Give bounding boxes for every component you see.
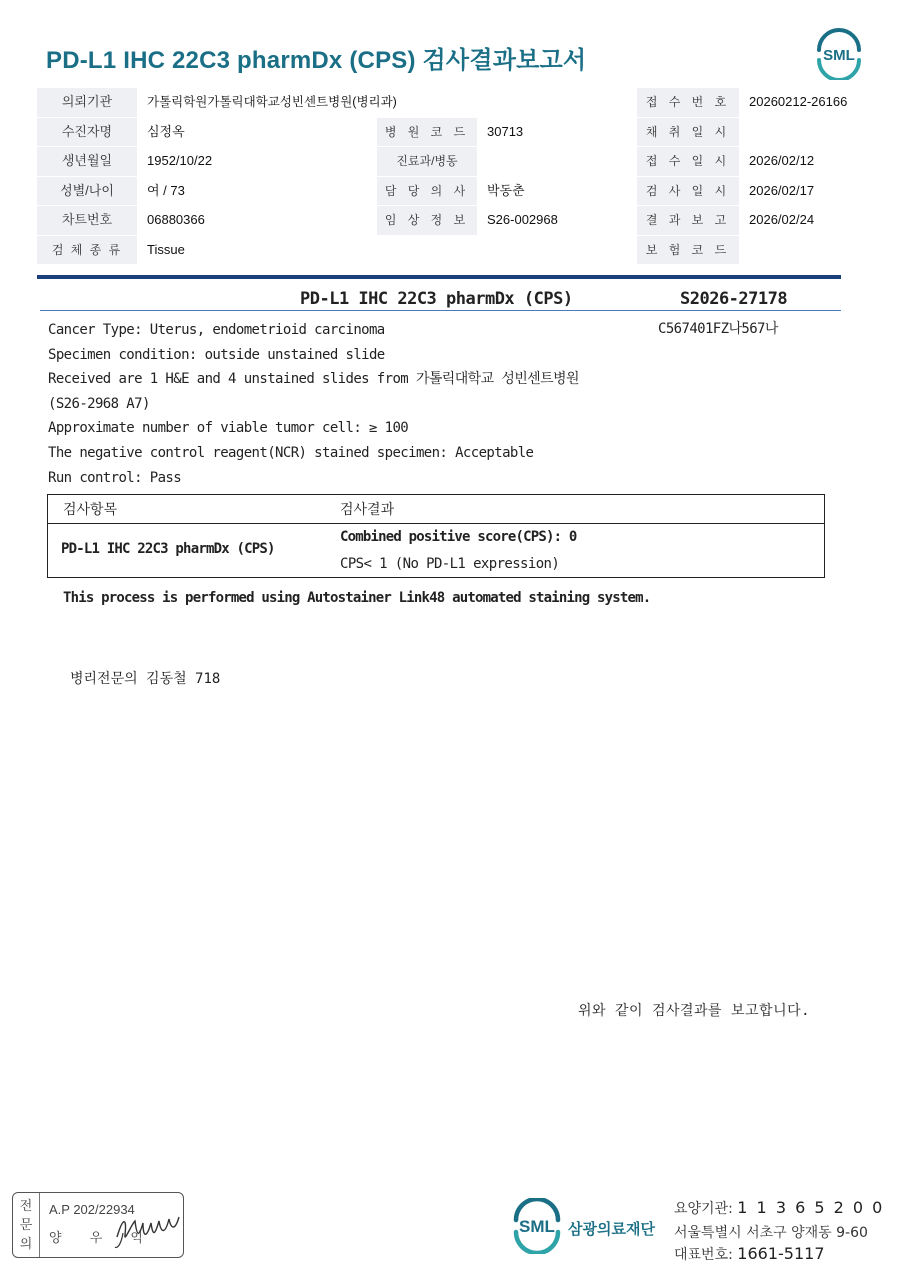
label-requester: 의뢰기관 [37, 88, 137, 117]
stamp-vertical-label [17, 1197, 35, 1254]
closing-statement: 위와 같이 검사결과를 보고합니다. [578, 1003, 811, 1019]
label-department: 진료과/병동 [377, 147, 477, 176]
care-institution-number [674, 1198, 884, 1218]
report-details [48, 320, 579, 492]
value-result-report: 2026/02/24 [749, 212, 815, 227]
handwritten-signature-icon [113, 1207, 183, 1251]
care-label: 요양기관: [674, 1201, 733, 1217]
stamp-char: 전 [19, 1199, 33, 1214]
stamp-char: 문 [19, 1218, 33, 1233]
label-sex-age: 성별/나이 [37, 177, 137, 206]
result-table [47, 494, 825, 578]
report-line: Approximate number of viable tumor cell: ≥ 100 [48, 420, 409, 437]
title-underline [40, 310, 841, 311]
report-line: Specimen condition: outside unstained slide [48, 346, 385, 363]
column-test-item: 검사항목 [63, 502, 118, 518]
foundation-name: 삼광의료재단 [568, 1220, 655, 1238]
value-requester: 가톨릭학원가톨릭대학교성빈센트병원(병리과) [147, 95, 397, 109]
label-doctor: 담 당 의 사 [377, 177, 477, 206]
patient-info-grid [37, 88, 864, 265]
value-department [477, 147, 647, 176]
process-note: This process is performed using Autostainer Link48 automated staining system. [63, 590, 651, 606]
info-row-requester [37, 88, 864, 118]
stamp-name: 양 우 익 [49, 1231, 155, 1246]
stamp-divider [39, 1193, 40, 1257]
report-line: Run control: Pass [48, 469, 182, 486]
label-receipt-number: 접 수 번 호 [637, 88, 739, 117]
report-test-title: PD-L1 IHC 22C3 pharmDx (CPS) [300, 289, 573, 309]
report-subcode: C567401FZ나567나 [658, 321, 778, 337]
section-divider [37, 275, 841, 279]
care-value: 1 1 3 6 5 2 0 0 [737, 1198, 885, 1217]
phone-label: 대표번호: [674, 1247, 733, 1263]
stamp-char: 의 [19, 1237, 33, 1252]
report-title: PD-L1 IHC 22C3 pharmDx (CPS) 검사결과보고서 [46, 47, 587, 74]
label-patient-name: 수진자명 [37, 118, 137, 147]
result-cps-score: Combined positive score(CPS): 0 [340, 529, 577, 545]
value-hospital-code: 30713 [487, 123, 524, 139]
result-interpretation: CPS< 1 (No PD-L1 expression) [340, 556, 560, 572]
svg-text:SML: SML [519, 1217, 555, 1236]
info-row-specimen [37, 236, 864, 266]
value-chart-number: 06880366 [147, 212, 205, 227]
report-line: Received are 1 H&E and 4 unstained slides from 가톨릭대학교 성빈센트병원 [48, 371, 579, 388]
value-sex-age: 여 / 73 [147, 182, 185, 198]
value-specimen-type: Tissue [147, 241, 185, 257]
report-code: S2026-27178 [680, 289, 788, 309]
label-hospital-code: 병 원 코 드 [377, 118, 477, 147]
label-result-report: 결 과 보 고 [637, 206, 739, 235]
value-receipt-date: 2026/02/12 [749, 153, 815, 168]
label-clinical-info: 임 상 정 보 [377, 206, 477, 235]
value-insurance-code [739, 236, 874, 265]
result-table-header [48, 495, 824, 524]
label-specimen-type: 검 체 종 류 [37, 236, 137, 265]
label-collection-date: 채 취 일 시 [637, 118, 739, 147]
info-row-patient [37, 118, 864, 148]
value-patient-name: 심정옥 [147, 123, 185, 139]
value-clinical-info: S26-002968 [487, 212, 558, 227]
sml-footer-logo-icon [510, 1198, 564, 1254]
info-row-birth [37, 147, 864, 177]
value-test-date: 2026/02/17 [749, 182, 815, 198]
phone-value: 1661-5117 [737, 1244, 825, 1263]
main-phone [674, 1244, 825, 1264]
report-line: Cancer Type: Uterus, endometrioid carcinoma [48, 322, 385, 338]
pathologist-signature: 병리전문의 김동철 718 [70, 671, 221, 687]
value-collection-date [739, 118, 874, 147]
value-receipt-number: 20260212-26166 [749, 94, 848, 109]
address: 서울특별시 서초구 양재동 9-60 [674, 1225, 868, 1241]
stamp-license: A.P 202/22934 [49, 1202, 135, 1217]
label-test-date: 검 사 일 시 [637, 177, 739, 206]
label-chart-number: 차트번호 [37, 206, 137, 235]
report-line: The negative control reagent(NCR) stained specimen: Acceptable [48, 444, 534, 461]
info-row-chart [37, 206, 864, 236]
svg-text:SML: SML [823, 47, 855, 64]
test-item-name: PD-L1 IHC 22C3 pharmDx (CPS) [61, 541, 275, 557]
value-birth-date: 1952/10/22 [147, 153, 213, 168]
label-birth-date: 생년월일 [37, 147, 137, 176]
report-line: (S26-2968 A7) [48, 395, 150, 412]
specialist-stamp [12, 1192, 184, 1258]
info-row-sex-age [37, 177, 864, 207]
value-doctor: 박동춘 [487, 182, 525, 198]
column-test-result: 검사결과 [340, 502, 395, 518]
sml-logo-icon [813, 28, 865, 80]
label-receipt-date: 접 수 일 시 [637, 147, 739, 176]
label-insurance-code: 보 험 코 드 [637, 236, 739, 265]
